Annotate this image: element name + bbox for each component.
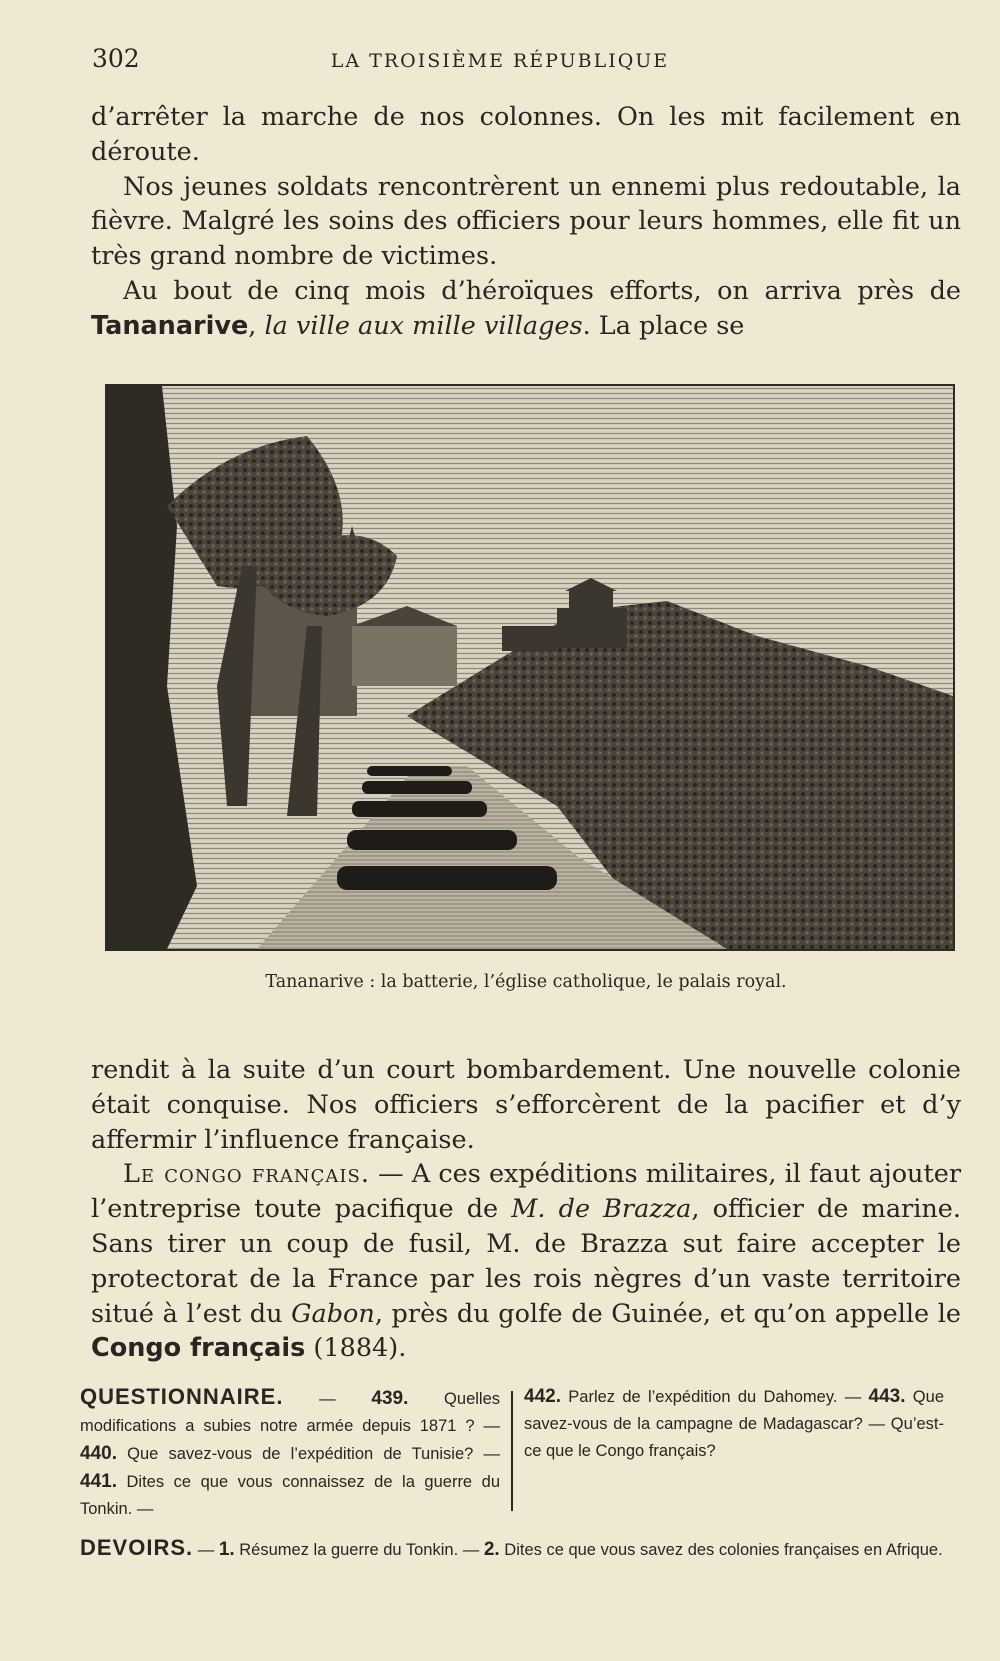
- paragraph-1: d’arrêter la marche de nos colonnes. On les mit facilement en déroute.: [91, 102, 961, 167]
- questionnaire-title: QUESTIONNAIRE.: [80, 1384, 284, 1409]
- paragraph-2: Nos jeunes soldats rencontrèrent un ennemi plus redoutable, la fièvre. Malgré les soins des officiers pour leurs hommes, elle fit un très grand nombre de victimes.: [91, 171, 961, 272]
- paragraph-5: Le congo français. — A ces expéditions militaires, il faut ajouter l’entreprise toute pacifique de M. de Brazza, officier de marine. Sans tirer un coup de fusil, M. de Brazza sut faire accepter le protectorat de la France par les rois nègres d’un vaste territoire situé à l’est du Gabon, près du golfe de Guinée, et qu’on appelle le Congo français (1884).: [91, 1159, 962, 1364]
- engraving-image: [107, 386, 953, 949]
- questionnaire-left-column: QUESTIONNAIRE. — 439. Quelles modifications a subies notre armée depuis 1871 ? — 440. Que savez-vous de l’expédition de Tunisie? — 441. Dites ce que vous connaissez de la guerre du Tonkin. —: [80, 1384, 501, 1518]
- questionnaire-right-column: 442. Parlez de l’expédition du Dahomey. — 443. Que savez-vous de la campagne de Madagascar? — Qu’est-ce que le Congo français?: [524, 1386, 944, 1460]
- emphasis-ville: la ville aux mille villages: [264, 310, 583, 341]
- emphasis-brazza: M. de Brazza: [511, 1194, 692, 1225]
- paragraph-3: Au bout de cinq mois d’héroïques efforts, on arriva près de Tananarive, la ville aux mille villages. La place se: [91, 276, 961, 341]
- devoirs-title: DEVOIRS.: [80, 1535, 194, 1560]
- devoirs: DEVOIRS. — 1. Résumez la guerre du Tonkin. — 2. Dites ce que vous savez des colonies françaises en Afrique.: [80, 1535, 943, 1560]
- emphasis-tananarive: Tananarive: [91, 310, 249, 341]
- questionnaire: [80, 1383, 950, 1518]
- running-head: LA TROISIÈME RÉPUBLIQUE: [330, 50, 670, 72]
- paragraph-4: rendit à la suite d’un court bombardement. Une nouvelle colonie était conquise. Nos officiers s’efforcèrent de la pacifier et d’y affermir l’influence française.: [91, 1055, 961, 1155]
- column-divider: [511, 1391, 513, 1511]
- emphasis-congo: Congo français: [91, 1333, 306, 1364]
- engraving-illustration: [105, 384, 955, 951]
- section-heading: Le congo français.: [123, 1159, 370, 1190]
- emphasis-gabon: Gabon: [291, 1298, 375, 1329]
- page-header: [92, 44, 908, 78]
- page-number: 302: [92, 44, 140, 73]
- figure-caption: Tananarive : la batterie, l’église catholique, le palais royal.: [265, 972, 787, 992]
